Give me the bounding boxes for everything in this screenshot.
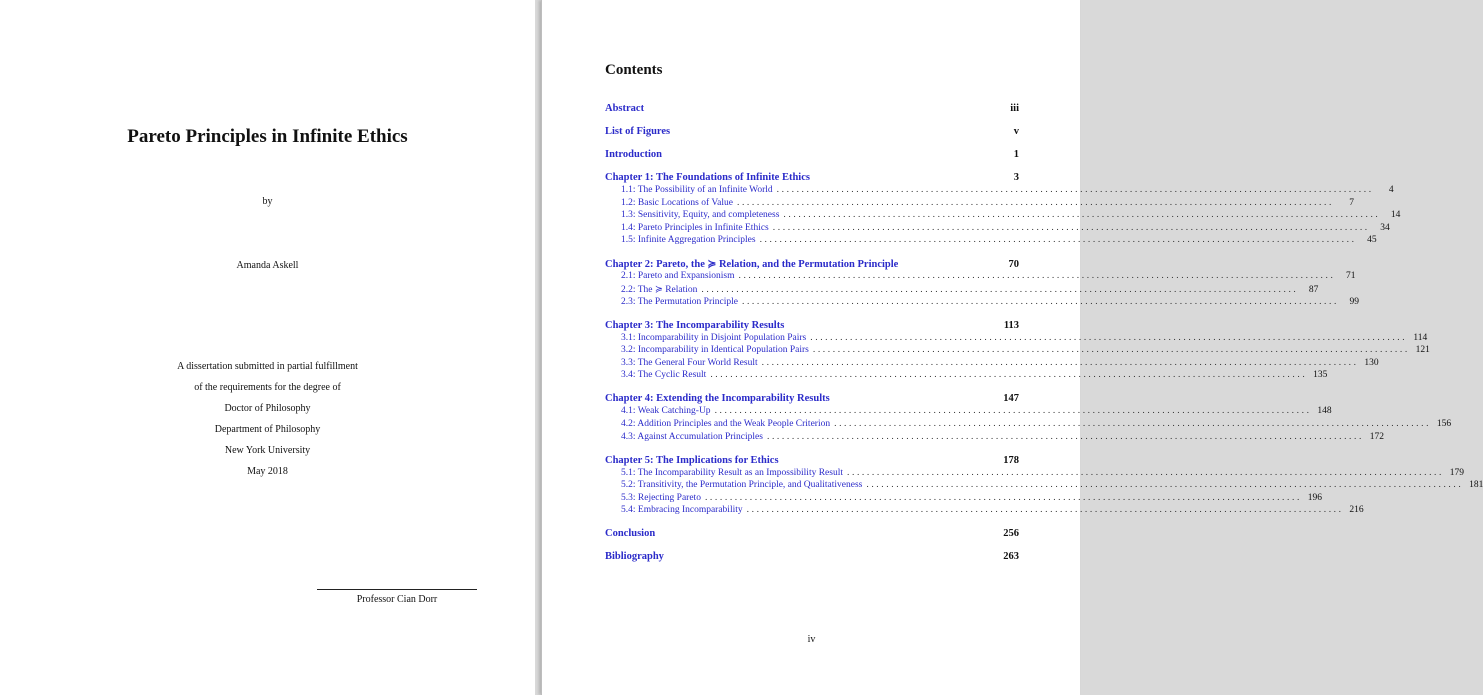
department-line: Department of Philosophy	[214, 424, 321, 435]
toc-entry[interactable]	[605, 172, 1019, 186]
toc-dot-leader: ........................................................................................................................	[738, 271, 1336, 282]
toc-page-number: 87	[1308, 285, 1319, 295]
signature-line	[317, 589, 477, 590]
toc-page-number: 70	[1008, 259, 1019, 271]
toc-page-number: 121	[1415, 345, 1430, 356]
toc-page-number: 14	[1390, 210, 1401, 221]
toc-subentry[interactable]	[605, 296, 1359, 309]
toc-dot-leader: ........................................................................................................................	[701, 285, 1299, 295]
toc-dot-leader: ........................................................................................................................	[761, 357, 1359, 368]
contents-heading: Contents	[605, 62, 663, 78]
toc-entry-link[interactable]: 1.5: Infinite Aggregation Principles	[621, 235, 756, 246]
toc-page-number: 34	[1380, 222, 1390, 233]
toc-entry-link[interactable]: 5.2: Transitivity, the Permutation Principle, and Qualitativeness	[621, 480, 863, 491]
toc-entry-link[interactable]: Chapter 4: Extending the Incomparability Results	[605, 393, 830, 405]
toc-page-number: 172	[1369, 431, 1384, 442]
page-number: iv	[807, 634, 816, 645]
toc-entry-link[interactable]: Chapter 5: The Implications for Ethics	[605, 454, 779, 466]
toc-page-number: 181	[1469, 480, 1483, 491]
toc-page-number: 99	[1349, 296, 1359, 307]
author-name: Amanda Askell	[236, 260, 299, 271]
dissertation-title: Pareto Principles in Infinite Ethics	[127, 126, 408, 147]
toc-subentry[interactable]	[605, 431, 1384, 444]
toc-dot-leader: ........................................................................................................................	[766, 431, 1364, 442]
toc-subentry[interactable]	[605, 370, 1328, 382]
toc-page-number: 179	[1449, 467, 1464, 478]
toc-entry[interactable]	[605, 393, 1019, 407]
toc-subentry[interactable]	[605, 235, 1377, 247]
toc-page-number: 7	[1349, 197, 1354, 208]
toc-entry-link[interactable]: Chapter 2: Pareto, the ≽ Relation, and the Permutation Principle	[605, 259, 899, 271]
toc-subentry[interactable]	[605, 505, 1364, 517]
toc-entry[interactable]	[605, 103, 1019, 117]
toc-subentry[interactable]	[605, 480, 1483, 492]
toc-page-number: 71	[1345, 271, 1356, 282]
toc-page-number: 156	[1436, 419, 1452, 429]
toc-page-number: iii	[1010, 103, 1019, 114]
toc-dot-leader: ........................................................................................................................	[704, 492, 1302, 503]
toc-dot-leader: ........................................................................................................................	[736, 197, 1334, 208]
toc-entry[interactable]	[605, 126, 1019, 140]
toc-entry-link[interactable]: 4.3: Against Accumulation Principles	[621, 431, 763, 442]
toc-entry-link[interactable]: 3.2: Incomparability in Identical Population Pairs	[621, 345, 809, 356]
toc-entry[interactable]	[605, 149, 1019, 163]
toc-entry-link[interactable]: Bibliography	[605, 551, 664, 563]
toc-entry-link[interactable]: Abstract	[605, 103, 645, 114]
toc-page-number: 1	[1013, 149, 1019, 160]
toc-page-number: 114	[1413, 332, 1428, 343]
toc-dot-leader: ........................................................................................................................	[746, 505, 1344, 516]
toc-entry-link[interactable]: 3.1: Incomparability in Disjoint Population Pairs	[621, 332, 807, 343]
toc-entry[interactable]	[605, 528, 1019, 542]
toc-entry-link[interactable]: 3.3: The General Four World Result	[621, 357, 758, 368]
toc-subentry[interactable]	[605, 185, 1394, 197]
toc-dot-leader: ........................................................................................................................	[714, 406, 1312, 417]
toc-dot-leader: ........................................................................................................................	[710, 370, 1308, 381]
toc-page-number: 3	[1013, 172, 1019, 183]
toc-entry-link[interactable]: 3.4: The Cyclic Result	[621, 370, 707, 381]
toc-entry-link[interactable]: Chapter 3: The Incomparability Results	[605, 319, 785, 331]
toc-dot-leader: ........................................................................................................................	[810, 332, 1408, 343]
degree-line: Doctor of Philosophy	[224, 403, 311, 414]
toc-subentry[interactable]	[605, 492, 1322, 505]
toc-page-number: 178	[1003, 454, 1019, 466]
by-line: by	[262, 196, 273, 207]
toc-dot-leader: ........................................................................................................................	[783, 210, 1381, 221]
university-line: New York University	[224, 445, 311, 456]
toc-subentry[interactable]	[605, 210, 1401, 222]
toc-entry-link[interactable]: 1.4: Pareto Principles in Infinite Ethics	[621, 222, 769, 233]
toc-dot-leader: ........................................................................................................................	[759, 235, 1357, 246]
toc-entry-link[interactable]: 5.3: Rejecting Pareto	[621, 492, 701, 503]
toc-subentry[interactable]	[605, 284, 1319, 296]
toc-subentry[interactable]	[605, 197, 1354, 210]
toc-entry-link[interactable]: 5.4: Embracing Incomparability	[621, 505, 743, 516]
toc-page-number: 4	[1388, 185, 1394, 195]
toc-dot-leader: ........................................................................................................................	[772, 222, 1370, 233]
toc-entry-link[interactable]: List of Figures	[605, 126, 671, 137]
toc-entry-link[interactable]: Introduction	[605, 149, 662, 160]
toc-page-number: 148	[1317, 406, 1332, 417]
toc-subentry[interactable]	[605, 222, 1390, 235]
toc-entry-link[interactable]: 1.3: Sensitivity, Equity, and completeness	[621, 210, 780, 221]
toc-subentry[interactable]	[605, 406, 1332, 418]
toc-entry-link[interactable]: 1.1: The Possibility of an Infinite World	[621, 185, 773, 195]
toc-dot-leader: ........................................................................................................................	[847, 467, 1444, 478]
toc-entry[interactable]	[605, 320, 1019, 334]
toc-dot-leader: ........................................................................................................................	[866, 480, 1464, 491]
toc-page-number: 196	[1307, 492, 1322, 503]
statement-line: of the requirements for the degree of	[194, 382, 341, 393]
toc-dot-leader: ........................................................................................................................	[776, 185, 1374, 195]
toc-subentry[interactable]	[605, 332, 1428, 345]
toc-subentry[interactable]	[605, 419, 1452, 431]
toc-dot-leader: ........................................................................................................................	[834, 419, 1432, 429]
statement-line: A dissertation submitted in partial fulfillment	[177, 361, 358, 372]
date-line: May 2018	[247, 466, 288, 477]
toc-entry-link[interactable]: Conclusion	[605, 528, 656, 540]
toc-page-number: 45	[1367, 235, 1377, 246]
advisor-name: Professor Cian Dorr	[356, 594, 438, 605]
toc-page-number: v	[1013, 126, 1019, 137]
toc-page-number: 135	[1313, 370, 1328, 381]
toc-subentry[interactable]	[605, 345, 1430, 357]
toc-entry-link[interactable]: 4.1: Weak Catching-Up	[621, 406, 711, 417]
toc-entry-link[interactable]: 2.3: The Permutation Principle	[621, 296, 738, 307]
toc-page-number: 256	[1003, 528, 1019, 540]
toc-entry-link[interactable]: 4.2: Addition Principles and the Weak People Criterion	[621, 419, 831, 429]
toc-page-number: 113	[1003, 319, 1019, 331]
toc-page-number: 263	[1003, 551, 1019, 563]
toc-entry-link[interactable]: 5.1: The Incomparability Result as an Impossibility Result	[621, 467, 843, 478]
toc-entry-link[interactable]: Chapter 1: The Foundations of Infinite Ethics	[605, 172, 810, 183]
toc-dot-leader: ........................................................................................................................	[812, 345, 1410, 356]
toc-entry-link[interactable]: 2.1: Pareto and Expansionism	[621, 271, 735, 282]
toc-entry-link[interactable]: 2.2: The ≽ Relation	[621, 285, 698, 295]
toc-subentry[interactable]	[605, 271, 1356, 283]
toc-page-number: 216	[1349, 505, 1364, 516]
title-page	[0, 0, 535, 695]
contents-page	[541, 0, 1483, 695]
toc-entry-link[interactable]: 1.2: Basic Locations of Value	[621, 197, 733, 208]
toc-page-number: 147	[1003, 393, 1019, 405]
toc-entry[interactable]	[605, 455, 1019, 469]
toc-subentry[interactable]	[605, 467, 1464, 480]
toc-dot-leader: ........................................................................................................................	[741, 296, 1339, 307]
toc-page-number: 130	[1364, 357, 1379, 368]
toc-entry[interactable]	[605, 258, 1019, 272]
toc-entry[interactable]	[605, 551, 1019, 565]
toc-subentry[interactable]	[605, 357, 1379, 370]
